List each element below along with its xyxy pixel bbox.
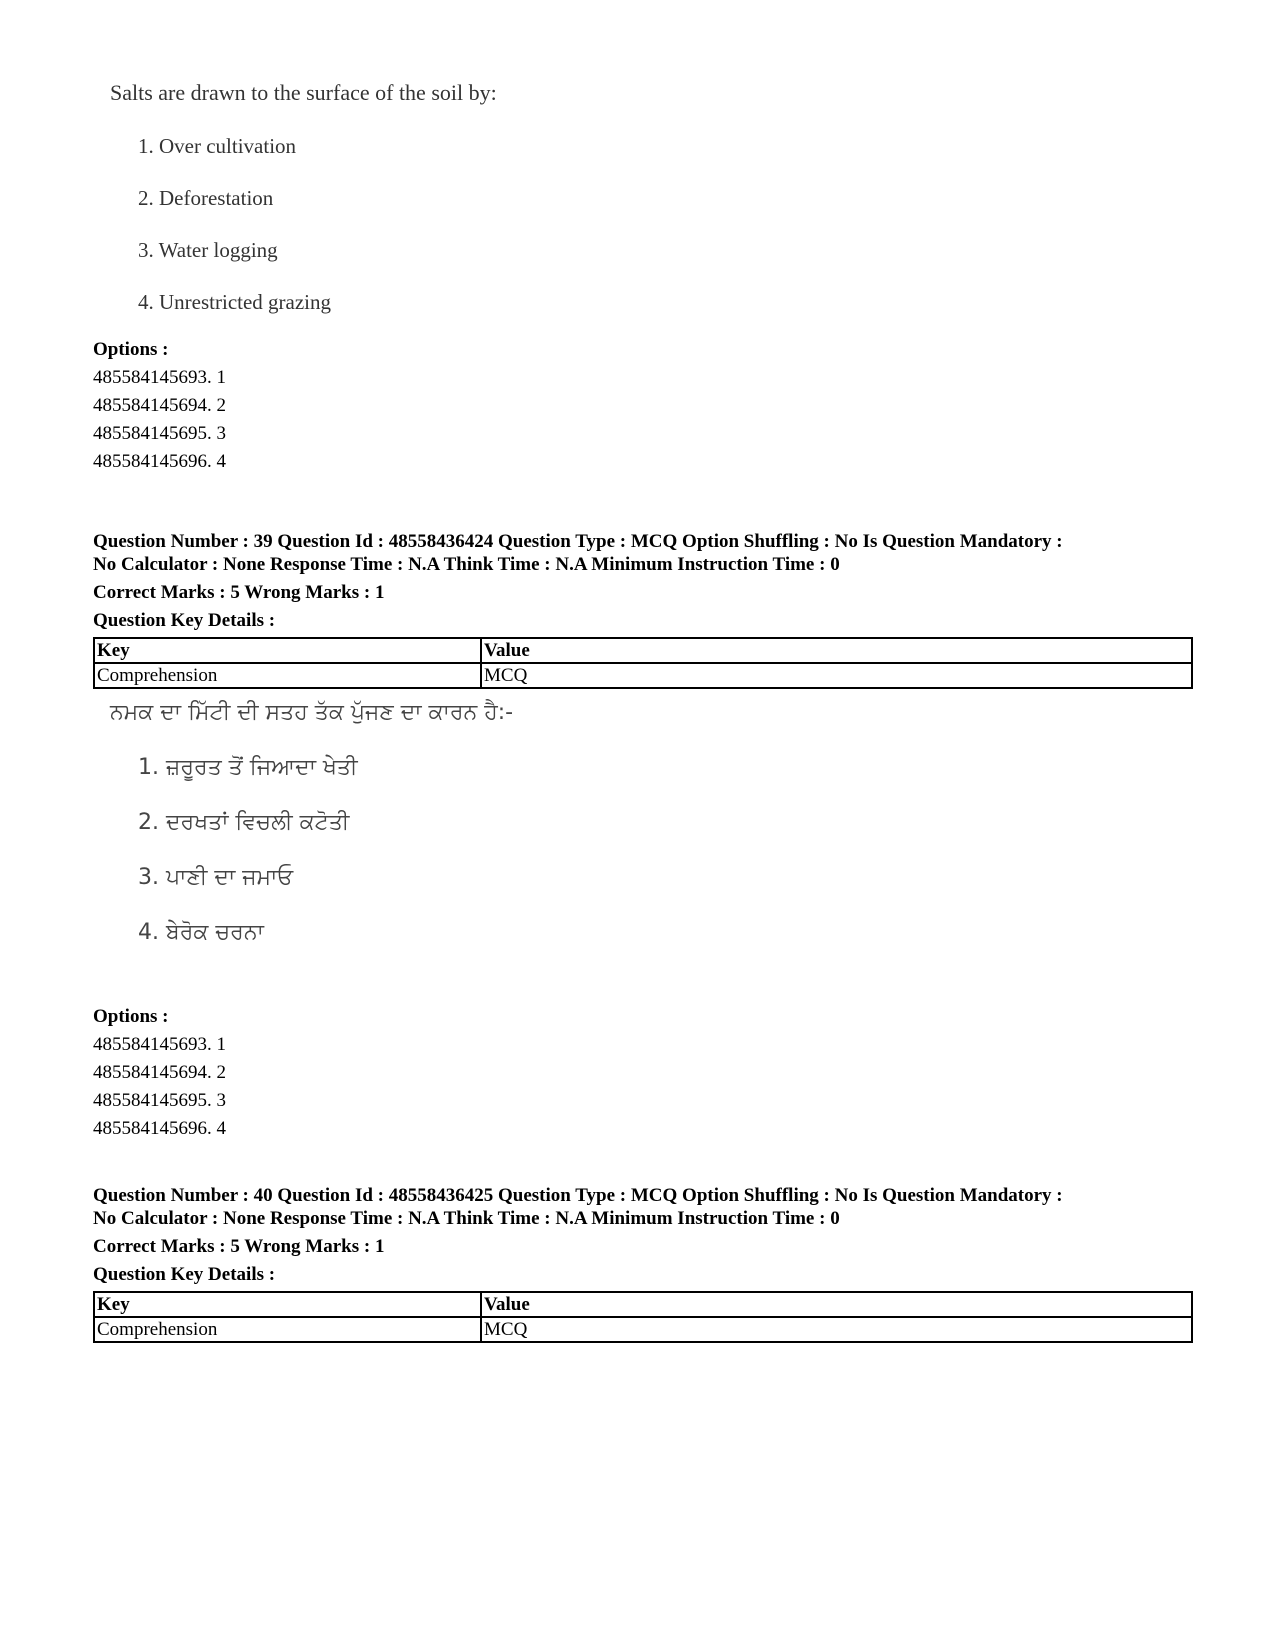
meta-line: Question Number : 40 Question Id : 48558436425 Question Type : MCQ Option Shuffling : No Is Question Mandatory : (93, 1185, 1063, 1206)
table-cell: Comprehension (94, 1317, 481, 1342)
option-item: 485584145693. 1 (93, 1034, 226, 1055)
option-item: 485584145694. 2 (93, 395, 226, 416)
marks: Correct Marks : 5 Wrong Marks : 1 (93, 1236, 385, 1257)
key-details-label: Question Key Details : (93, 610, 276, 631)
option-item: 485584145695. 3 (93, 1090, 226, 1111)
option-item: 485584145696. 4 (93, 1118, 226, 1139)
table-cell: MCQ (481, 1317, 1192, 1342)
key-details-label: Question Key Details : (93, 1264, 276, 1285)
statement-item: 3. Water logging (138, 238, 278, 262)
option-item: 485584145696. 4 (93, 451, 226, 472)
statement-item: 4. ਬੇਰੋਕ ਚਰਨਾ (138, 920, 264, 945)
options-label: Options : (93, 1006, 169, 1027)
option-item: 485584145693. 1 (93, 367, 226, 388)
key-details-table (93, 1291, 1193, 1343)
option-item: 485584145694. 2 (93, 1062, 226, 1083)
options-39 (93, 1003, 1193, 1143)
question-39-meta (93, 530, 1193, 576)
statement-item: 1. ਜ਼ਰੂਰਤ ਤੋਂ ਜਿਆਦਾ ਖੇਤੀ (138, 755, 358, 780)
statement-item: 4. Unrestricted grazing (138, 290, 332, 314)
question-39-header (93, 530, 1193, 689)
table-header-row (94, 1292, 1192, 1317)
meta-line: No Calculator : None Response Time : N.A Think Time : N.A Minimum Instruction Time : 0 (93, 1208, 840, 1229)
statement-item: 1. Over cultivation (138, 134, 297, 158)
statement-item: 2. Deforestation (138, 186, 274, 210)
question-38-image (110, 80, 497, 340)
key-details-table (93, 637, 1193, 689)
table-header-cell: Key (94, 638, 481, 663)
table-cell: MCQ (481, 663, 1192, 688)
table-header-cell: Value (481, 1292, 1192, 1317)
meta-line: Question Number : 39 Question Id : 48558436424 Question Type : MCQ Option Shuffling : No Is Question Mandatory : (93, 531, 1063, 552)
table-header-row (94, 638, 1192, 663)
question-39-stem: ਨਮਕ ਦਾ ਮਿੱਟੀ ਦੀ ਸਤਹ ਤੱਕ ਪੁੱਜਣ ਦਾ ਕਾਰਨ ਹੈ:- (110, 700, 514, 725)
table-row (94, 1317, 1192, 1342)
table-header-cell: Key (94, 1292, 481, 1317)
table-cell: Comprehension (94, 663, 481, 688)
options-label: Options : (93, 339, 169, 360)
question-39-statements (110, 753, 513, 973)
table-row (94, 663, 1192, 688)
meta-line: No Calculator : None Response Time : N.A Think Time : N.A Minimum Instruction Time : 0 (93, 554, 840, 575)
question-40-meta (93, 1184, 1193, 1230)
statement-item: 3. ਪਾਣੀ ਦਾ ਜਮਾਓ (138, 865, 294, 890)
question-40-header (93, 1184, 1193, 1343)
table-header-cell: Value (481, 638, 1192, 663)
question-38-stem: Salts are drawn to the surface of the soil by: (110, 80, 497, 105)
question-39-image (110, 698, 513, 973)
options-38 (93, 336, 1193, 476)
statement-item: 2. ਦਰਖਤਾਂ ਵਿਚਲੀ ਕਟੋਤੀ (138, 810, 350, 835)
option-item: 485584145695. 3 (93, 423, 226, 444)
question-38-statements (110, 132, 497, 340)
marks: Correct Marks : 5 Wrong Marks : 1 (93, 582, 385, 603)
